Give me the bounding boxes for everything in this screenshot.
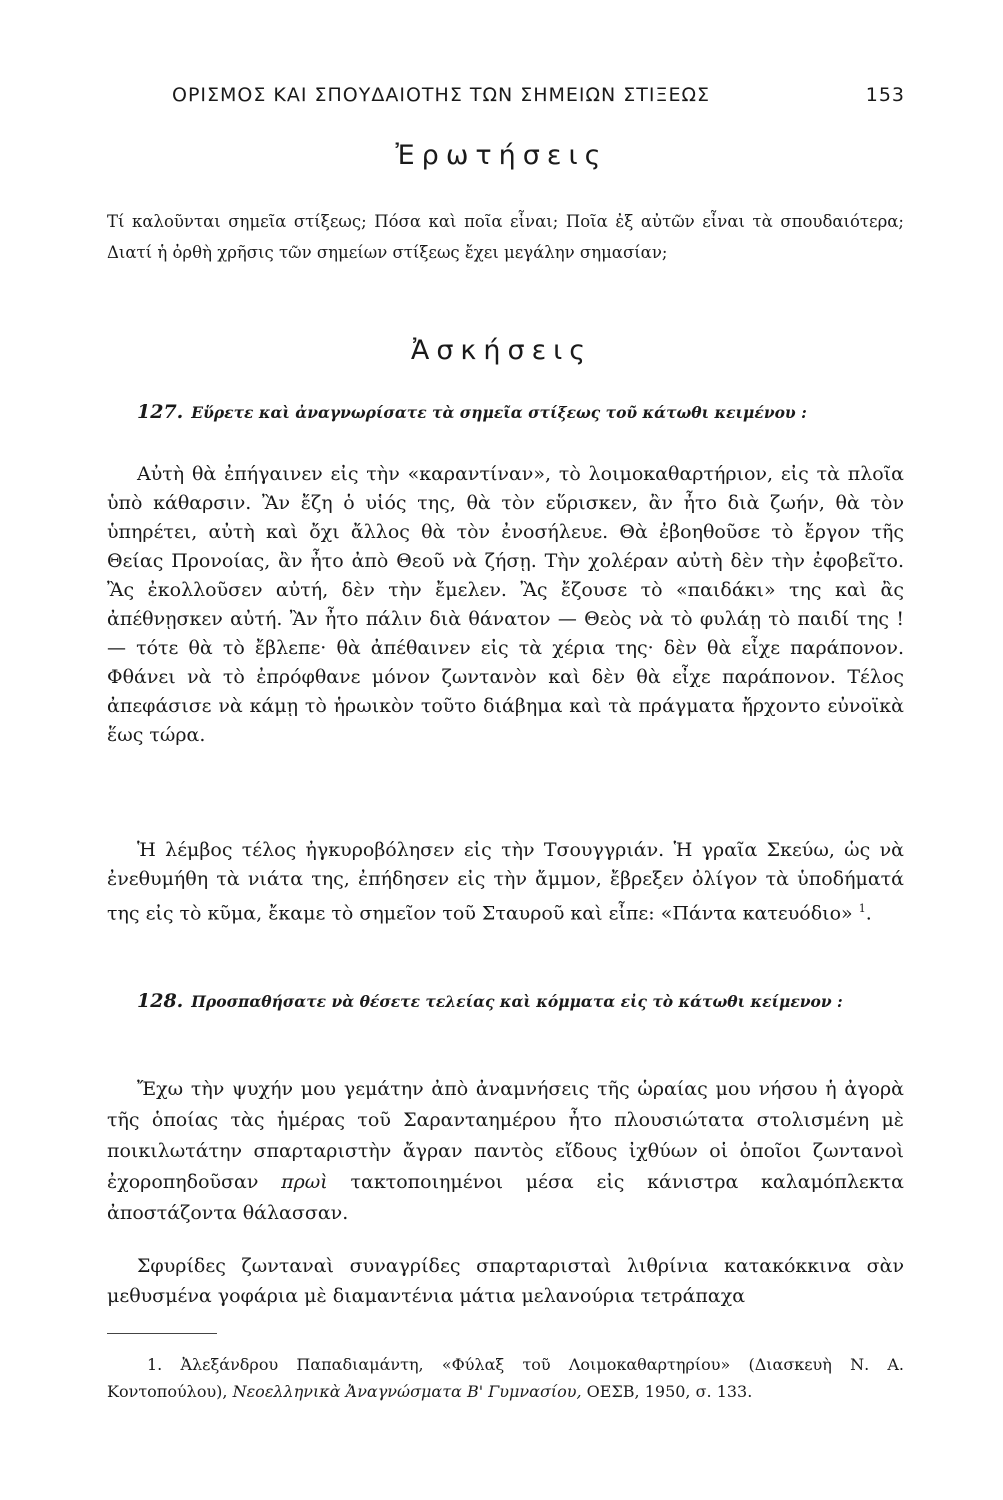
footnote (107, 1351, 904, 1405)
exercises-heading: Ἀσκήσεις (410, 335, 593, 366)
footnote-divider (107, 1333, 217, 1334)
exercise-128-paragraph-1-after: τακτοποιημένοι μέσα εἰς κάνιστρα καλαμόπλεκτα ἀποστάζοντα θάλασσαν. (107, 1171, 904, 1224)
exercise-128-paragraph-1-before: Ἔχω τὴν ψυχήν μου γεμάτην ἀπὸ ἀναμνήσεις τῆς ὡραίας μου νήσου ἡ ἀγορὰ τῆς ὁποίας τὰς ἡμέρας τοῦ Σαρανταημέρου ἦτο πλουσιώτατα στολισμένη μὲ ποικιλωτάτην σπαρταριστὴν ἄγραν παντὸς εἴδους ἰχθύων οἱ ὁποῖοι ζωντανοὶ ἐχοροπηδοῦσαν (107, 1078, 904, 1193)
exercise-128-instruction (137, 987, 897, 1016)
questions-heading: Ἐρωτήσεις (395, 140, 608, 171)
exercise-128-instruction-text: Προσπαθήσατε νὰ θέσετε τελείας καὶ κόμματα εἰς τὸ κάτωθι κείμενον : (191, 992, 843, 1011)
exercise-127-number: 127. (137, 401, 184, 423)
exercise-128-paragraph-2: Σφυρίδες ζωνταναὶ συναγρίδες σπαρταρισταὶ λιθρίνια κατακόκκινα σὰν μεθυσμένα γοφάρια μὲ διαμαντένια μάτια μελανούρια τετράπαχα (107, 1255, 904, 1307)
page-number: 153 (865, 84, 905, 106)
footnote-source: Νεοελληνικὰ Ἀναγνώσματα Β' Γυμνασίου, (232, 1382, 582, 1401)
exercise-127-instruction-text: Εὕρετε καὶ ἀναγνωρίσατε τὰ σημεῖα στίξεως τοῦ κάτωθι κειμένου : (191, 403, 807, 422)
exercise-127-instruction (137, 398, 897, 427)
footnote-publication: ΟΕΣΒ, 1950, σ. 133. (586, 1382, 753, 1401)
exercise-127-paragraph-2-text: Ἡ λέμβος τέλος ἠγκυροβόλησεν εἰς τὴν Τσουγγριάν. Ἡ γραῖα Σκεύω, ὡς νὰ ἐνεθυμήθη τὰ νιάτα της, ἐπήδησεν εἰς τὴν ἄμμον, ἔβρεξεν ὀλίγον τὰ ὑποδήματά της εἰς τὸ κῦμα, ἔκαμε τὸ σημεῖον τοῦ Σταυροῦ καὶ εἶπε: «Πάντα κατευόδιο» (107, 839, 904, 925)
running-head-title: ΟΡΙΣΜΟΣ ΚΑΙ ΣΠΟΥΔΑΙΟΤΗΣ ΤΩΝ ΣΗΜΕΙΩΝ ΣΤΙΞΕΩΣ (172, 84, 711, 106)
exercise-127-paragraph-1: Αὐτὴ θὰ ἐπήγαινεν εἰς τὴν «καραντίναν», τὸ λοιμοκαθαρτήριον, εἰς τὰ πλοῖα ὑπὸ κάθαρσιν. Ἂν ἔζη ὁ υἱός της, θὰ τὸν εὕρισκεν, ἂν ἦτο διὰ ζωήν, θὰ τὸν ὑπηρέτει, αὐτὴ καὶ ὄχι ἄλλος θὰ τὸν ἐνοσήλευε. Θὰ ἐβοηθοῦσε τὸ ἔργον τῆς Θείας Προνοίας, ἂν ἦτο ἀπὸ Θεοῦ νὰ ζήσῃ. Τὴν χολέραν αὐτὴ δὲν τὴν ἐφοβεῖτο. Ἂς ἐκολλοῦσεν αὐτή, δὲν τὴν ἔμελεν. Ἂς ἔζουσε τὸ «παιδάκι» της καὶ ἂς ἀπέθνῃσκεν αὐτή. Ἂν ἦτο πάλιν διὰ θάνατον — Θεὸς νὰ τὸ φυλάῃ τὸ παιδί της ! — τότε θὰ τὸ ἔβλεπε· θὰ ἀπέθαινεν εἰς τὰ χέρια της· δὲν θὰ εἶχε παράπονον. Φθάνει νὰ τὸ ἐπρόφθανε μόνον ζωντανὸν καὶ δὲν θὰ εἶχε παράπονον. Τέλος ἀπεφάσισε νὰ κάμῃ τὸ ἡρωικὸν τοῦτο διάβημα καὶ τὰ πράγματα ἤρχοντο εὐνοϊκὰ ἕως τώρα. (107, 463, 904, 746)
exercise-128-paragraph-1 (107, 1074, 904, 1229)
footnote-reference: 1 (858, 902, 866, 915)
exercise-127-paragraph-2-end: . (865, 902, 872, 925)
footnote-number: 1. (147, 1355, 163, 1374)
footnote-text: Ἀλεξάνδρου Παπαδιαμάντη, «Φύλαξ τοῦ Λοιμοκαθαρτηρίου» (Διασκευὴ Ν. Α. Κοντοπούλου), (107, 1355, 904, 1401)
exercise-127-paragraph-2 (107, 836, 904, 928)
questions-text: Τί καλοῦνται σημεῖα στίξεως; Πόσα καὶ ποῖα εἶναι; Ποῖα ἐξ αὐτῶν εἶναι τὰ σπουδαιότερα; Διατί ἡ ὀρθὴ χρῆσις τῶν σημείων στίξεως ἔχει μεγάλην σημασίαν; (107, 212, 904, 262)
running-head (150, 80, 910, 110)
exercise-128-paragraph-1-italic: πρωὶ (281, 1171, 328, 1193)
exercise-128-number: 128. (137, 990, 184, 1012)
